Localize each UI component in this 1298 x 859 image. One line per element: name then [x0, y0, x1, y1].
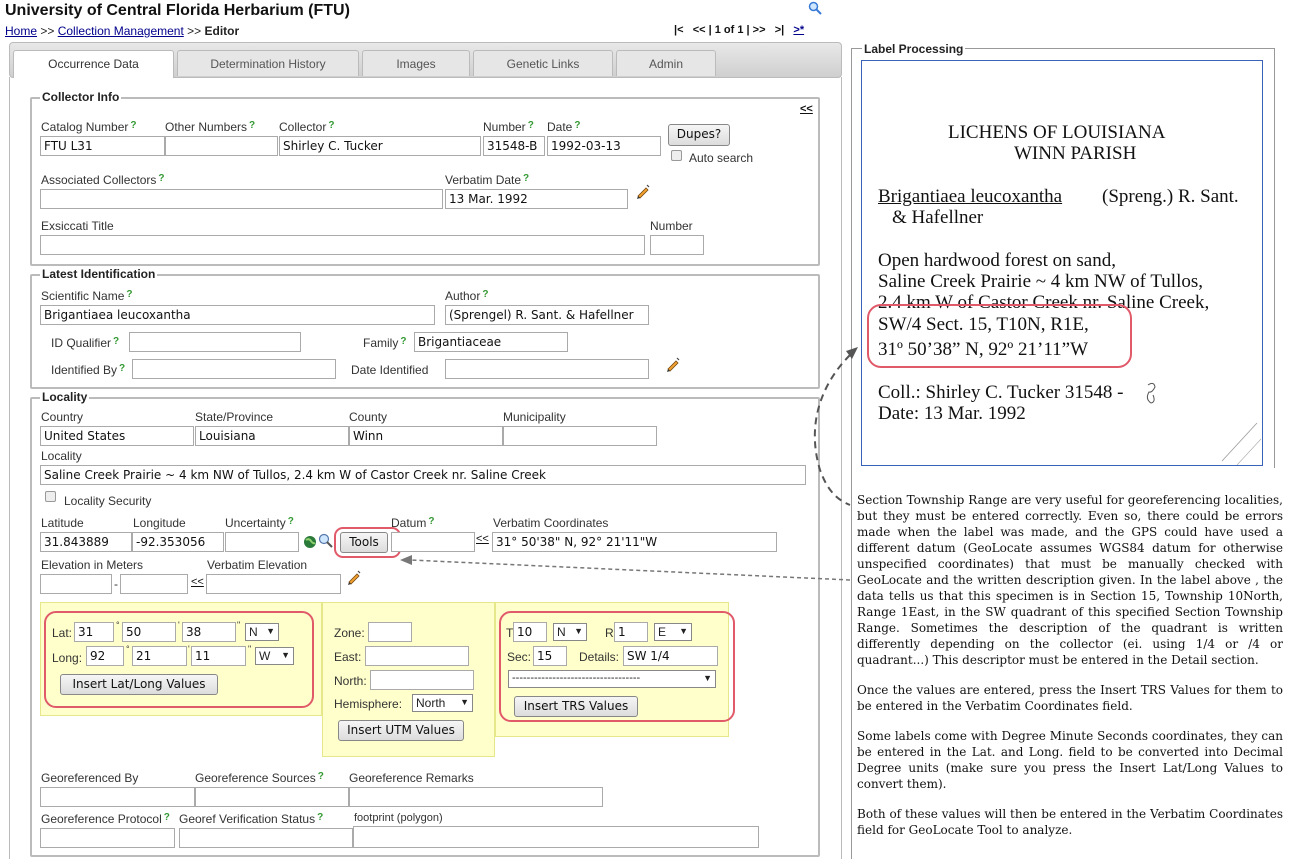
breadcrumb-separator: >>: [40, 24, 55, 38]
catalog-number-label: Catalog Number ?: [41, 120, 137, 134]
help-icon[interactable]: ?: [119, 363, 126, 374]
help-icon[interactable]: ?: [126, 289, 133, 300]
utm-east-label: East:: [334, 650, 362, 664]
insert-lat-long-button[interactable]: Insert Lat/Long Values: [60, 674, 218, 695]
footprint-label: footprint (polygon): [354, 812, 443, 824]
event-date-field[interactable]: 1992-03-13: [547, 136, 661, 156]
help-icon[interactable]: ?: [482, 289, 489, 300]
help-icon[interactable]: ?: [113, 336, 120, 347]
range-direction-select[interactable]: E ▼: [654, 623, 692, 641]
degree-symbol: °: [126, 644, 130, 654]
dms-long-label: Long:: [52, 651, 83, 665]
other-numbers-label: Other Numbers ?: [165, 120, 256, 134]
county-field[interactable]: Winn: [349, 426, 503, 446]
lon-degrees-field[interactable]: 92: [86, 646, 124, 666]
help-icon[interactable]: ?: [130, 120, 137, 131]
township-field[interactable]: 10: [513, 622, 547, 642]
verbatim-date-label: Verbatim Date ?: [445, 173, 530, 187]
municipality-label: Municipality: [503, 410, 566, 424]
state-label: State/Province: [195, 410, 274, 424]
label-text-line: Saline Creek Prairie ~ 4 km NW of Tullos,: [878, 271, 1203, 292]
id-qualifier-label: ID Qualifier ?: [51, 336, 120, 350]
verbatim-coordinates-label: Verbatim Coordinates: [493, 516, 609, 530]
help-icon[interactable]: ?: [527, 120, 534, 131]
scientific-name-field[interactable]: Brigantiaea leucoxantha: [40, 305, 435, 325]
locality-label: Locality: [41, 449, 82, 463]
range-label: R: [605, 626, 614, 640]
country-field[interactable]: United States: [40, 426, 194, 446]
label-text-line: SW/4 Sect. 15, T10N, R1E,: [878, 314, 1089, 335]
help-icon[interactable]: ?: [428, 516, 435, 527]
help-icon[interactable]: ?: [163, 812, 170, 823]
breadcrumb-separator: >>: [187, 24, 202, 38]
label-text-line: & Hafellner: [892, 207, 984, 228]
lat-minutes-field[interactable]: 50: [122, 622, 176, 642]
first-record-button[interactable]: |<: [674, 24, 684, 36]
state-field[interactable]: Louisiana: [195, 426, 349, 446]
range-field[interactable]: 1: [614, 622, 648, 642]
help-icon[interactable]: ?: [317, 771, 324, 782]
utm-zone-label: Zone:: [334, 626, 365, 640]
tools-button[interactable]: Tools: [340, 532, 388, 553]
lon-minutes-field[interactable]: 21: [132, 646, 187, 666]
second-symbol: ": [237, 620, 241, 630]
section-field[interactable]: 15: [533, 646, 567, 666]
details-label: Details:: [579, 650, 620, 664]
verbatim-coordinates-field[interactable]: 31° 50'38" N, 92° 21'11"W: [492, 532, 777, 552]
insert-utm-button[interactable]: Insert UTM Values: [338, 720, 464, 741]
dms-lat-label: Lat:: [52, 626, 73, 640]
date-label: Date ?: [547, 120, 581, 134]
prev-record-button[interactable]: <<: [692, 24, 706, 36]
help-icon[interactable]: ?: [287, 516, 294, 527]
collapse-link[interactable]: <<: [800, 103, 813, 115]
family-label: Family ?: [363, 336, 407, 350]
record-position: | 1 of 1 |: [708, 24, 750, 36]
township-direction-select[interactable]: N ▼: [553, 623, 587, 641]
locality-security-label: Locality Security: [64, 494, 152, 508]
utm-north-label: North:: [334, 674, 367, 688]
lon-direction-select[interactable]: W ▼: [255, 647, 294, 665]
lon-seconds-field[interactable]: 11: [191, 646, 246, 666]
lat-degrees-field[interactable]: 31: [74, 622, 114, 642]
second-symbol: ": [248, 644, 252, 654]
last-record-button[interactable]: >|: [774, 24, 785, 36]
help-icon[interactable]: ?: [523, 173, 530, 184]
latitude-field[interactable]: 31.843889: [40, 532, 132, 552]
label-text-line: Brigantiaea leucoxantha: [878, 186, 1063, 207]
exsiccati-title-label: Exsiccati Title: [41, 219, 114, 233]
label-text-line: Coll.: Shirley C. Tucker 31548 -: [878, 382, 1124, 403]
tab-admin[interactable]: Admin: [616, 50, 716, 76]
section-legend: Locality: [42, 390, 88, 404]
hemisphere-label: Hemisphere:: [334, 697, 403, 711]
breadcrumb-home-link[interactable]: Home: [5, 24, 38, 38]
longitude-field[interactable]: -92.353056: [132, 532, 224, 552]
help-icon[interactable]: ?: [158, 173, 165, 184]
new-record-link[interactable]: >*: [793, 24, 805, 36]
georef-verification-status-label: Georef Verification Status ?: [179, 812, 324, 826]
exsiccati-number-label: Number: [650, 219, 693, 233]
dupes-button[interactable]: Dupes?: [668, 124, 730, 146]
help-icon[interactable]: ?: [400, 336, 407, 347]
help-icon[interactable]: ?: [574, 120, 581, 131]
label-text-line: WINN PARISH: [1014, 143, 1137, 164]
catalog-number-field[interactable]: FTU L31: [40, 136, 165, 156]
township-label: T: [506, 626, 514, 640]
page-title: University of Central Florida Herbarium (FTU): [5, 2, 350, 19]
help-icon[interactable]: ?: [328, 120, 335, 131]
hemisphere-select[interactable]: North ▼: [412, 694, 473, 712]
note-paragraph: Some labels come with Degree Minute Seconds coordinates, they can be entered in the Lat. and Long. field to be converted into Decimal Degree units (make sure you press the Insert Lat/Long Values to convert them).: [857, 729, 1283, 791]
label-processing-legend: Label Processing: [864, 42, 964, 56]
georeference-protocol-label: Georeference Protocol ?: [41, 812, 170, 826]
tab-determination-history[interactable]: Determination History: [177, 50, 359, 76]
scientific-name-label: Scientific Name ?: [41, 289, 133, 303]
georeference-remarks-label: Georeference Remarks: [349, 771, 474, 785]
copy-coordinates-link[interactable]: <<: [476, 533, 489, 545]
collector-number-field[interactable]: 31548-B: [483, 136, 545, 156]
associated-collectors-label: Associated Collectors ?: [41, 173, 165, 187]
longitude-label: Longitude: [133, 516, 186, 530]
label-text-line: LICHENS OF LOUISIANA: [948, 122, 1166, 143]
country-label: Country: [41, 410, 84, 424]
lat-direction-select[interactable]: N ▼: [245, 623, 279, 641]
tab-genetic-links[interactable]: Genetic Links: [473, 50, 613, 76]
next-record-button[interactable]: >>: [752, 24, 766, 36]
family-field[interactable]: Brigantiaceae: [414, 332, 568, 352]
datum-label: Datum ?: [391, 516, 435, 530]
minute-symbol: ': [188, 644, 190, 654]
section-label: Sec:: [507, 650, 532, 664]
latitude-label: Latitude: [41, 516, 84, 530]
collector-label: Collector ?: [279, 120, 335, 134]
author-label: Author ?: [445, 289, 489, 303]
lat-seconds-field[interactable]: 38: [182, 622, 236, 642]
auto-search-label: Auto search: [689, 151, 754, 165]
degree-symbol: °: [116, 620, 120, 630]
number-label: Number ?: [483, 120, 534, 134]
label-text-line: Open hardwood forest on sand,: [878, 250, 1116, 271]
insert-trs-button[interactable]: Insert TRS Values: [514, 696, 638, 717]
date-identified-label: Date Identified: [351, 363, 429, 377]
breadcrumb-current: Editor: [204, 24, 240, 38]
tab-occurrence-data[interactable]: Occurrence Data: [13, 50, 174, 78]
label-text-line: (Spreng.) R. Sant.: [1102, 186, 1239, 207]
elevation-dash: -: [114, 577, 118, 591]
tab-images[interactable]: Images: [362, 50, 470, 76]
elevation-label: Elevation in Meters: [41, 558, 144, 572]
collector-field[interactable]: Shirley C. Tucker: [279, 136, 481, 156]
verbatim-date-field[interactable]: 13 Mar. 1992: [445, 189, 628, 209]
note-paragraph: Both of these values will then be entered in the Verbatim Coordinates field for GeoLocate Tool to analyze.: [857, 807, 1283, 837]
label-text-line: 31º 50’38” N, 92º 21’11”W: [878, 339, 1089, 360]
minute-symbol: ': [178, 620, 180, 630]
georeferenced-by-label: Georeferenced By: [41, 771, 139, 785]
note-paragraph: Once the values are entered, press the Insert TRS Values for them to be entered in the Verbatim Coordinates field.: [857, 683, 1283, 713]
note-paragraph: Section Township Range are very useful for georeferencing localities, but they must be entered correctly. Even so, there could be errors made when the label was made, and the GPS could have used a different datum (GeoLocate assumes WGS84 datum for otherwise unspecified coordinates) that must be manually checked with GeoLocate and the written description given. In the label above , the data tells us that this specimen is in Section 15, Township 10North, Range 1East, in the SW quadrant of this specified Section Township Range. Sometimes the description of the quadrant is written differently depending on the collector (ei. using 1/4 or /4 or quadrant...) This descriptor must be entered in the Detail section.: [857, 493, 1283, 667]
locality-field[interactable]: Saline Creek Prairie ~ 4 km NW of Tullos, 2.4 km W of Castor Creek nr. Saline Creek: [40, 465, 806, 485]
verbatim-elevation-label: Verbatim Elevation: [207, 558, 308, 572]
label-text-line: Date: 13 Mar. 1992: [878, 403, 1026, 424]
identified-by-label: Identified By ?: [51, 363, 126, 377]
breadcrumb-collection-management-link[interactable]: Collection Management: [57, 24, 184, 38]
author-field[interactable]: (Sprengel) R. Sant. & Hafellner: [445, 305, 649, 325]
uncertainty-label: Uncertainty ?: [225, 516, 294, 530]
georeference-sources-label: Georeference Sources ?: [195, 771, 324, 785]
meridian-select[interactable]: ----------------------------------- ▼: [508, 670, 716, 688]
copy-elevation-link[interactable]: <<: [191, 576, 204, 588]
help-icon[interactable]: ?: [317, 812, 324, 823]
section-legend: Collector Info: [42, 90, 120, 104]
help-icon[interactable]: ?: [249, 120, 256, 131]
county-label: County: [349, 410, 388, 424]
label-text-line: 2.4 km W of Castor Creek nr. Saline Creek,: [878, 292, 1210, 313]
trs-details-field[interactable]: SW 1/4: [623, 646, 718, 666]
section-legend: Latest Identification: [42, 267, 156, 281]
